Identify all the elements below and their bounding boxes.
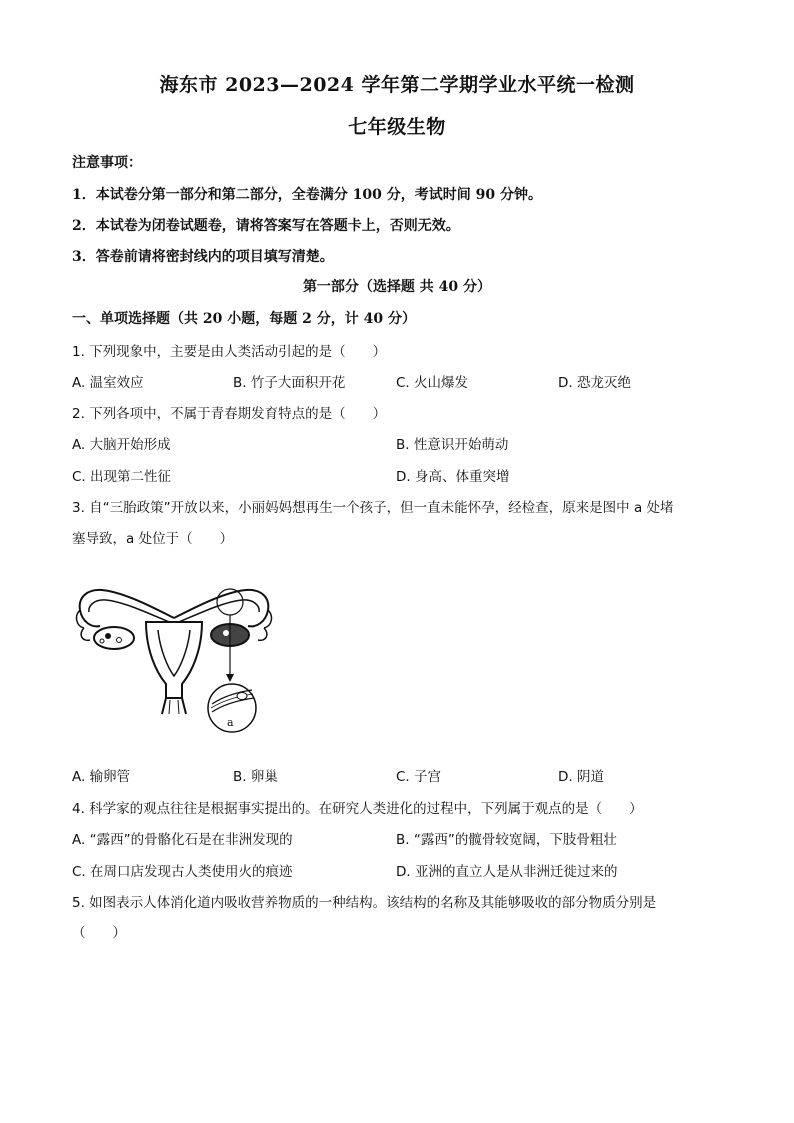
- question-3-option-a: A. 输卵管: [72, 769, 131, 785]
- section-heading: 一、单项选择题（共 20 小题，每题 2 分，计 40 分）: [72, 311, 416, 327]
- part1-heading: 第一部分（选择题 共 40 分）: [302, 279, 492, 295]
- notice-item-2: 2．本试卷为闭卷试题卷，请将答案写在答题卡上，否则无效。: [72, 218, 460, 234]
- question-4-option-b: B. “露西”的髋骨较宽阔，下肢骨粗壮: [396, 832, 617, 848]
- figure-label-a: a: [227, 716, 234, 729]
- question-2-option-a: A. 大脑开始形成: [72, 437, 171, 453]
- question-1-option-d: D. 恐龙灭绝: [558, 375, 631, 391]
- question-4-option-a: A. “露西”的骨骼化石是在非洲发现的: [72, 832, 293, 848]
- question-2-option-d: D. 身高、体重突增: [396, 469, 510, 485]
- question-3-option-d: D. 阴道: [558, 769, 604, 785]
- question-4-option-c: C. 在周口店发现古人类使用火的痕迹: [72, 864, 293, 880]
- question-5-stem-line2: （ ）: [72, 925, 126, 941]
- question-1-stem: 1. 下列现象中，主要是由人类活动引起的是（ ）: [72, 344, 387, 360]
- question-1-option-b: B. 竹子大面积开花: [233, 375, 346, 391]
- question-5-stem-line1: 5. 如图表示人体消化道内吸收营养物质的一种结构。该结构的名称及其能够吸收的部分物质分别是: [72, 895, 657, 911]
- question-1-option-c: C. 火山爆发: [396, 375, 469, 391]
- notice-heading: 注意事项：: [72, 155, 142, 171]
- question-3-stem-line2: 塞导致，a 处位于（ ）: [72, 531, 234, 547]
- exam-title: 海东市 2023—2024 学年第二学期学业水平统一检测: [159, 74, 635, 96]
- question-3-option-c: C. 子宫: [396, 769, 442, 785]
- notice-item-1: 1．本试卷分第一部分和第二部分，全卷满分 100 分，考试时间 90 分钟。: [72, 187, 542, 203]
- notice-item-3: 3．答卷前请将密封线内的项目填写清楚。: [72, 249, 334, 265]
- question-3-option-b: B. 卵巢: [233, 769, 278, 785]
- question-1-option-a: A. 温室效应: [72, 375, 144, 391]
- question-2-stem: 2. 下列各项中，不属于青春期发育特点的是（ ）: [72, 406, 387, 422]
- question-2-option-c: C. 出现第二性征: [72, 469, 172, 485]
- question-4-option-d: D. 亚洲的直立人是从非洲迁徙过来的: [396, 864, 618, 880]
- female-reproductive-system-diagram: [74, 580, 274, 740]
- question-3-stem-line1: 3. 自“三胎政策”开放以来，小丽妈妈想再生一个孩子，但一直未能怀孕，经检查，原来是图中 a 处堵: [72, 500, 674, 516]
- question-2-option-b: B. 性意识开始萌动: [396, 437, 509, 453]
- question-4-stem: 4. 科学家的观点往往是根据事实提出的。在研究人类进化的过程中，下列属于观点的是（ ）: [72, 801, 643, 817]
- exam-subtitle: 七年级生物: [348, 116, 446, 138]
